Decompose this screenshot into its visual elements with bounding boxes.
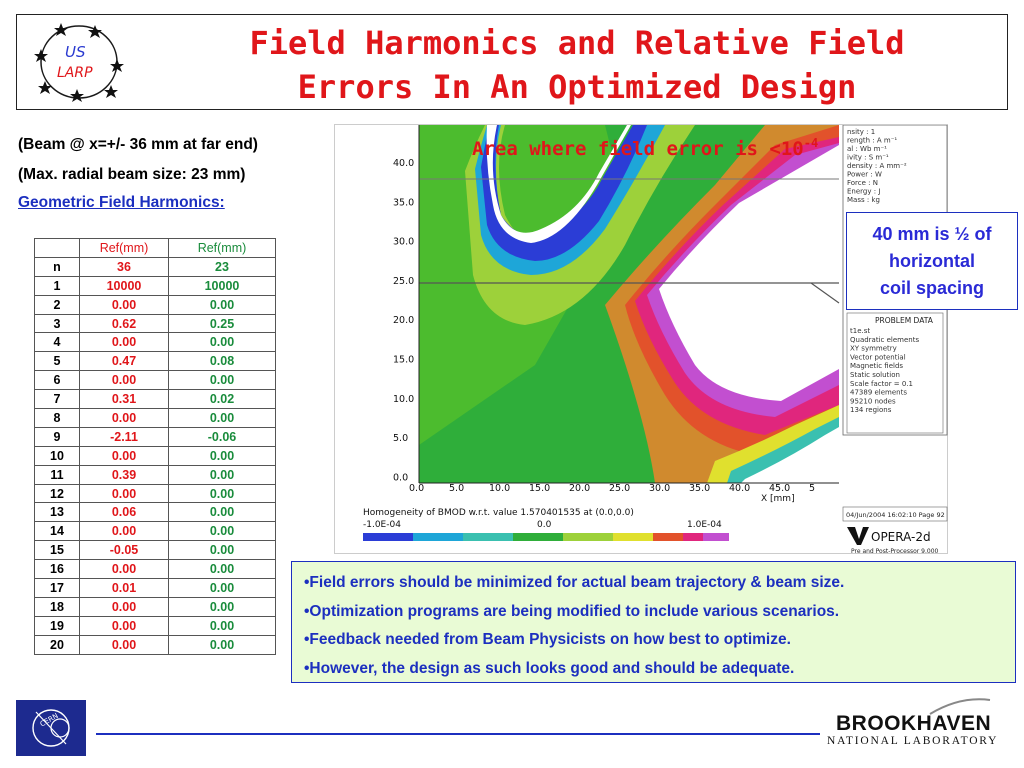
problem-data-line: 95210 nodes (850, 397, 896, 406)
problem-data-line: t1e.st (850, 327, 871, 335)
units-line: nsity : 1 (847, 128, 876, 136)
opera-subtitle: Pre and Post-Processor 9.000 (851, 548, 939, 555)
ref-23-cell: -0.06 (169, 427, 276, 446)
units-line: rength : A m⁻¹ (847, 136, 898, 145)
ref-36-cell: 0.06 (80, 503, 169, 522)
harmonic-order-cell: 9 (35, 427, 80, 446)
units-line: Force : N (847, 179, 878, 187)
bullet-item: •Field errors should be minimized for actual beam trajectory & beam size. (304, 574, 845, 591)
problem-data-line: Vector potential (850, 353, 906, 362)
units-line: ivity : S m⁻¹ (847, 153, 889, 162)
y-tick-labels (393, 158, 414, 483)
x-tick-label: 25.0 (609, 483, 631, 494)
harmonic-order-cell: 14 (35, 522, 80, 541)
harmonic-order-cell: 7 (35, 390, 80, 409)
us-larp-logo (31, 19, 127, 105)
units-line: Power : W (847, 170, 882, 179)
opera-brand: OPERA-2d (871, 530, 931, 544)
coil-spacing-note (846, 212, 1018, 310)
ref-36-cell: 0.00 (80, 560, 169, 579)
bullet-item: •Feedback needed from Beam Physicists on how best to optimize. (304, 631, 791, 649)
beam-size-note: (Max. radial beam size: 23 mm) (18, 166, 246, 183)
ref-36-cell: 0.62 (80, 314, 169, 333)
problem-data-line: Magnetic fields (850, 362, 904, 371)
us-larp-top-text: US (65, 43, 86, 61)
table-row (35, 522, 276, 541)
ref-36-cell: 0.00 (80, 333, 169, 352)
table-row (35, 333, 276, 352)
table-row (35, 371, 276, 390)
problem-data-line: XY symmetry (850, 344, 897, 353)
harmonics-table-body (35, 257, 276, 654)
annotation-exponent: -4 (803, 136, 819, 150)
units-line: al : Wb m⁻¹ (847, 145, 887, 153)
ref-36-cell: 0.39 (80, 465, 169, 484)
title-box (16, 14, 1008, 110)
conclusions-box (291, 561, 1016, 683)
annotation-text: Area where field error is <10 (472, 138, 804, 160)
cern-logo-text: CERN (38, 711, 60, 729)
ref-36-cell: 0.00 (80, 522, 169, 541)
harmonic-order-cell: 3 (35, 314, 80, 333)
cern-logo-svg (16, 700, 86, 756)
ref-23-cell: 0.08 (169, 352, 276, 371)
x-tick-labels (409, 483, 815, 494)
ref-36-cell: 10000 (80, 276, 169, 295)
beam-note: (Beam @ x=+/- 36 mm at far end) (18, 136, 258, 153)
slide-title-line-2: Errors In An Optimized Design (297, 68, 857, 106)
table-header-cell: Ref(mm) (169, 239, 276, 258)
table-row (35, 616, 276, 635)
harmonic-order-cell: 10 (35, 446, 80, 465)
x-tick-label: 30.0 (649, 483, 671, 494)
table-row (35, 427, 276, 446)
ref-23-cell: 0.00 (169, 597, 276, 616)
harmonic-order-cell: n (35, 257, 80, 276)
ref-23-cell: 0.00 (169, 560, 276, 579)
colorbar-mid: 0.0 (537, 520, 552, 530)
harmonic-order-cell: 16 (35, 560, 80, 579)
y-tick-label: 5.0 (393, 433, 409, 445)
table-row (35, 446, 276, 465)
ref-23-cell: 23 (169, 257, 276, 276)
coil-spacing-line-3: coil spacing (879, 278, 985, 298)
x-tick-label: 20.0 (569, 483, 591, 494)
ref-23-cell: 0.00 (169, 484, 276, 503)
ref-23-cell: 0.00 (169, 579, 276, 598)
ref-23-cell: 0.00 (169, 541, 276, 560)
harmonic-order-cell: 12 (35, 484, 80, 503)
ref-36-cell: 0.00 (80, 371, 169, 390)
colorbar-caption: Homogeneity of BMOD w.r.t. value 1.570401535 at (0.0,0.0) (363, 508, 634, 518)
ref-23-cell: 0.02 (169, 390, 276, 409)
harmonic-order-cell: 13 (35, 503, 80, 522)
cern-logo (16, 700, 86, 756)
bullet-item: •Optimization programs are being modified to include various scenarios. (304, 602, 840, 620)
x-axis-label: X [mm] (761, 494, 795, 504)
harmonic-order-cell: 20 (35, 635, 80, 654)
harmonic-order-cell: 2 (35, 295, 80, 314)
problem-data-line: 134 regions (850, 406, 892, 415)
x-tick-label: 35.0 (689, 483, 711, 494)
x-tick-label: 15.0 (529, 483, 551, 494)
table-row (35, 295, 276, 314)
ref-23-cell: 0.00 (169, 503, 276, 522)
bullet-item: •However, the design as such looks good and should be adequate. (304, 660, 795, 678)
footer-divider (96, 733, 820, 735)
colorbar-max: 1.0E-04 (687, 520, 722, 530)
problem-data-line: Quadratic elements (850, 335, 920, 344)
ref-36-cell: 0.00 (80, 295, 169, 314)
ref-36-cell: -0.05 (80, 541, 169, 560)
y-tick-label: 10.0 (393, 393, 415, 405)
ref-36-cell: 0.00 (80, 616, 169, 635)
star-icons (34, 23, 124, 102)
ref-36-cell: 0.00 (80, 484, 169, 503)
table-header-row (35, 239, 276, 258)
table-row (35, 560, 276, 579)
ref-36-cell: 0.00 (80, 597, 169, 616)
ref-23-cell: 10000 (169, 276, 276, 295)
table-row (35, 597, 276, 616)
slide-title-line-1: Field Harmonics and Relative Field (249, 24, 905, 62)
harmonic-order-cell: 17 (35, 579, 80, 598)
harmonics-table (34, 238, 276, 655)
ref-36-cell: 0.00 (80, 409, 169, 428)
units-line: Mass : kg (847, 196, 880, 204)
table-row (35, 503, 276, 522)
y-tick-label: 30.0 (393, 236, 415, 248)
x-tick-label: 0.0 (409, 483, 425, 494)
coil-spacing-line-2: horizontal (889, 251, 975, 271)
harmonics-heading[interactable]: Geometric Field Harmonics: (18, 194, 225, 211)
date-stamp: 04/Jun/2004 16:02:10 Page 92 (846, 511, 945, 519)
table-row (35, 390, 276, 409)
table-row (35, 465, 276, 484)
table-row (35, 579, 276, 598)
brookhaven-logo (827, 696, 1020, 760)
harmonic-order-cell: 5 (35, 352, 80, 371)
x-tick-label: 45.0 (769, 483, 791, 494)
ref-23-cell: 0.00 (169, 446, 276, 465)
harmonic-order-cell: 18 (35, 597, 80, 616)
units-line: density : A mm⁻² (847, 162, 907, 170)
table-row (35, 484, 276, 503)
ref-23-cell: 0.00 (169, 465, 276, 484)
table-row (35, 635, 276, 654)
harmonic-order-cell: 6 (35, 371, 80, 390)
y-tick-label: 0.0 (393, 472, 409, 484)
harmonic-order-cell: 8 (35, 409, 80, 428)
table-row (35, 352, 276, 371)
table-header-cell (35, 239, 80, 258)
field-error-annotation (472, 136, 818, 160)
us-larp-bottom-text: LARP (57, 65, 93, 81)
x-tick-label: 5.0 (449, 483, 465, 494)
y-tick-label: 20.0 (393, 315, 415, 327)
table-row (35, 257, 276, 276)
problem-data-title: PROBLEM DATA (875, 316, 933, 325)
ref-23-cell: 0.00 (169, 616, 276, 635)
ref-36-cell: -2.11 (80, 427, 169, 446)
field-plot (334, 124, 948, 554)
y-tick-label: 40.0 (393, 158, 415, 169)
colorbar-min: -1.0E-04 (363, 520, 401, 530)
ref-36-cell: 0.01 (80, 579, 169, 598)
field-plot-svg (335, 125, 949, 555)
ref-36-cell: 0.31 (80, 390, 169, 409)
brookhaven-subtitle: NATIONAL LABORATORY (827, 735, 999, 747)
ref-36-cell: 36 (80, 257, 169, 276)
table-row (35, 314, 276, 333)
problem-data-line: Scale factor = 0.1 (850, 379, 914, 388)
x-tick-label: 5 (809, 483, 816, 494)
y-tick-label: 25.0 (393, 275, 415, 287)
ref-23-cell: 0.00 (169, 295, 276, 314)
y-tick-label: 35.0 (393, 197, 415, 209)
colorbar (363, 533, 729, 541)
ref-23-cell: 0.00 (169, 333, 276, 352)
harmonic-order-cell: 4 (35, 333, 80, 352)
table-row (35, 276, 276, 295)
harmonic-order-cell: 15 (35, 541, 80, 560)
ref-23-cell: 0.00 (169, 371, 276, 390)
ref-23-cell: 0.00 (169, 522, 276, 541)
problem-data-line: 47389 elements (850, 388, 908, 397)
table-header-cell: Ref(mm) (80, 239, 169, 258)
harmonic-order-cell: 19 (35, 616, 80, 635)
table-row (35, 409, 276, 428)
table-row (35, 541, 276, 560)
ref-36-cell: 0.00 (80, 446, 169, 465)
harmonic-order-cell: 1 (35, 276, 80, 295)
harmonic-order-cell: 11 (35, 465, 80, 484)
ref-23-cell: 0.00 (169, 409, 276, 428)
ref-23-cell: 0.25 (169, 314, 276, 333)
ref-36-cell: 0.00 (80, 635, 169, 654)
ref-23-cell: 0.00 (169, 635, 276, 654)
x-tick-label: 40.0 (729, 483, 751, 494)
brookhaven-name: BROOKHAVEN (836, 712, 992, 735)
problem-data-line: Static solution (850, 371, 900, 379)
coil-spacing-line-1: 40 mm is ½ of (872, 224, 992, 244)
slide-title (227, 21, 927, 109)
units-line: Energy : J (847, 187, 881, 196)
x-tick-label: 10.0 (489, 483, 511, 494)
y-tick-label: 15.0 (393, 354, 415, 366)
ref-36-cell: 0.47 (80, 352, 169, 371)
